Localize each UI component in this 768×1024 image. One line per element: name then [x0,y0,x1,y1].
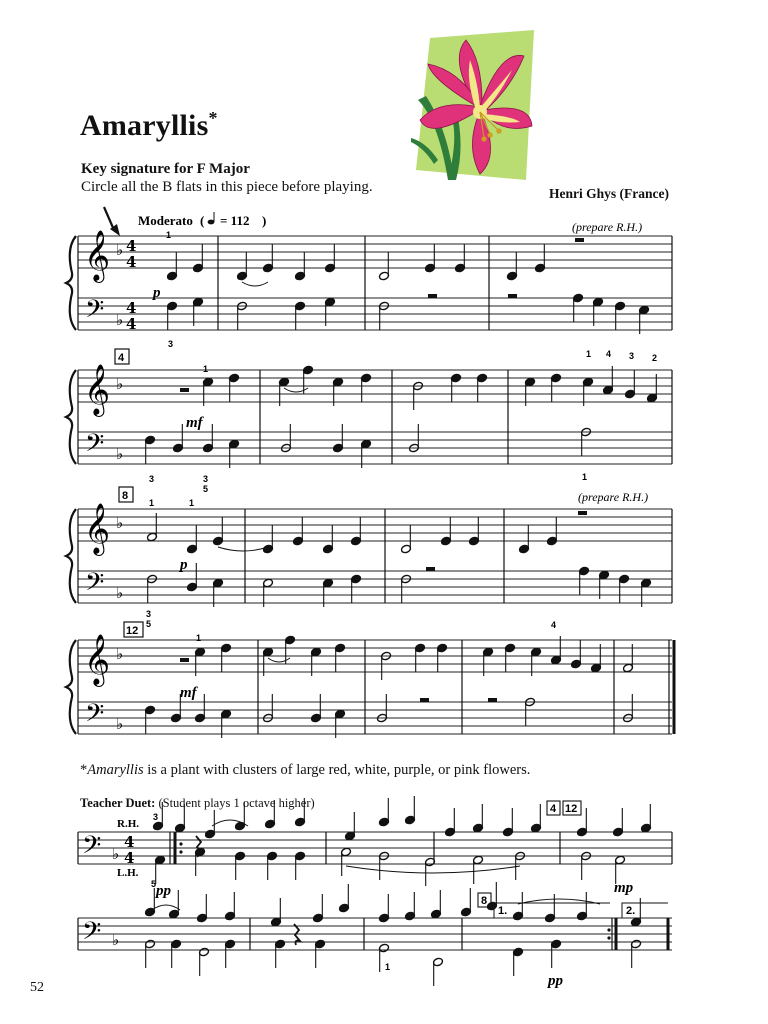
note [167,252,178,281]
second-ending [622,903,668,918]
note [171,939,182,968]
note [573,293,584,322]
slur [284,388,308,392]
rest [180,388,189,392]
composer-credit: Henri Ghys (France) [549,186,669,201]
svg-text:8: 8 [122,490,129,502]
note [571,640,582,669]
svg-text:12: 12 [565,803,578,815]
note [263,525,274,554]
note [275,939,286,968]
bass-staff [78,571,672,603]
grand-staff-brace [66,370,76,464]
dynamic-p: p [153,285,161,301]
grand-staff-system [66,364,672,468]
bass-clef-icon: 𝄢 [85,568,105,603]
slur [346,866,520,873]
svg-text:1: 1 [385,962,391,972]
instruction-text: Circle all the B flats in this piece before playing. [81,179,373,195]
note [213,517,224,546]
note [155,855,166,884]
prepare-rh-annotation: (prepare R.H.) [578,490,649,504]
duet-measure-number-12 [563,801,581,815]
note [229,373,240,402]
treble-staff [78,640,672,672]
note [379,798,390,827]
svg-text:1: 1 [586,349,592,359]
grand-staff-system [66,634,674,738]
svg-text:2: 2 [652,353,658,363]
svg-text:1: 1 [189,498,195,508]
svg-text:5: 5 [146,619,152,629]
note [545,894,556,923]
note [437,643,448,672]
note [325,244,336,273]
note [477,373,488,402]
note [237,252,248,281]
note [451,373,462,402]
svg-text:3: 3 [203,474,209,484]
svg-text:5: 5 [203,484,209,494]
svg-text:3: 3 [149,474,155,484]
grand-staff-system [66,503,672,607]
measure-number-4 [115,349,129,364]
note [225,939,236,968]
svg-text:1: 1 [582,472,588,482]
svg-text:4: 4 [550,803,557,815]
piano-systems [66,230,674,738]
slur [218,547,268,551]
note [145,888,156,917]
note [323,525,334,554]
note [469,517,480,546]
note [345,812,356,841]
note [547,517,558,546]
note [551,939,562,968]
right-hand-label: R.H. [117,818,139,830]
page-number: 52 [30,980,44,995]
note [203,424,214,453]
flat-key-signature-icon: ♭ [116,514,124,532]
rest [508,294,517,298]
note [473,855,484,884]
note [505,643,516,672]
note [441,517,452,546]
svg-text:4: 4 [551,620,557,630]
bass-staff [78,298,672,330]
flat-key-signature-icon: ♭ [116,584,124,602]
note [619,574,630,603]
slur [268,658,290,662]
note [315,939,326,968]
svg-text:8: 8 [481,895,488,907]
note [401,525,412,554]
svg-text:4: 4 [118,352,125,364]
svg-text:4: 4 [606,349,612,359]
left-hand-label: L.H. [117,867,139,879]
svg-text:1: 1 [166,230,172,240]
note [267,851,278,880]
flat-key-signature-icon: ♭ [116,645,124,663]
note [445,808,456,837]
note [535,244,546,273]
note [197,894,208,923]
note [225,892,236,921]
svg-text:1: 1 [196,633,202,643]
grand-staff-brace [66,236,76,330]
note [379,252,390,281]
note [473,804,484,833]
bass-clef-icon: 𝄢 [82,831,102,866]
flat-key-signature-icon: ♭ [116,445,124,463]
note [351,574,362,603]
note [293,517,304,546]
note [339,884,350,913]
treble-clef-icon: 𝄞 [84,634,111,685]
bass-clef-icon: 𝄢 [85,699,105,734]
note [579,566,590,595]
svg-text:(: ( [200,213,205,228]
rest [180,658,189,662]
note [193,244,204,273]
note [341,847,352,876]
note [513,947,524,976]
treble-staff [78,370,672,402]
note [167,301,178,330]
key-signature-heading: Key signature for F Major [81,161,250,177]
treble-clef-icon: 𝄞 [84,503,111,554]
measure-number-12 [124,622,143,637]
note [295,301,306,330]
grand-staff-brace [66,509,76,603]
note [271,898,282,927]
note [379,894,390,923]
rest [420,698,429,702]
note [433,957,444,986]
svg-text:3: 3 [153,812,159,822]
note [431,890,442,919]
slur [242,282,268,286]
note [235,851,246,880]
svg-text:Moderato: Moderato [138,213,193,228]
rest [575,238,584,242]
bass-clef-icon: 𝄢 [82,917,102,952]
bass-clef-icon: 𝄢 [85,429,105,464]
dynamic-pp: pp [548,973,563,989]
rest [428,294,437,298]
svg-text:3: 3 [146,609,152,619]
note [351,517,362,546]
grand-staff-brace [66,640,76,734]
note [615,301,626,330]
note [531,804,542,833]
piece-title: Amaryllis* [80,108,218,142]
note [613,808,624,837]
duet-staff [78,918,672,950]
note [285,635,296,664]
svg-text:1.: 1. [498,905,508,917]
flat-key-signature-icon: ♭ [116,241,124,259]
prepare-rh-annotation: (prepare R.H.) [572,220,643,234]
note [145,705,156,734]
time-signature-top: 4 [126,299,137,317]
note [187,563,198,592]
note [461,888,472,917]
flat-key-signature-icon: ♭ [116,715,124,733]
note [335,643,346,672]
note [145,435,156,464]
svg-text:3: 3 [168,339,174,349]
time-signature-bottom: 4 [124,849,135,867]
note [187,525,198,554]
svg-text:3: 3 [629,351,635,361]
note [313,894,324,923]
note [199,947,210,976]
treble-clef-icon: 𝄞 [84,364,111,415]
note [625,370,636,399]
note [221,643,232,672]
note [455,244,466,273]
note [641,804,652,833]
note [295,851,306,880]
teacher-duet-heading: Teacher Duet: (Student plays 1 octave higher) [80,796,315,810]
note [405,892,416,921]
dynamic-pp: pp [156,883,171,899]
dynamic-p: p [180,557,188,573]
dynamic-mf: mf [180,685,197,701]
measure-number-8 [119,487,133,502]
svg-text:1: 1 [203,364,209,374]
note [577,808,588,837]
flat-key-signature-icon: ♭ [112,931,120,949]
note [415,643,426,672]
svg-text:= 112: = 112 [220,213,250,228]
svg-text:2.: 2. [626,905,636,917]
note [263,244,274,273]
bass-staff [78,432,672,464]
treble-clef-icon: 𝄞 [84,230,111,281]
slur [152,905,180,910]
note [503,808,514,837]
rest [578,511,587,515]
rest [488,698,497,702]
note [173,424,184,453]
svg-text:1: 1 [149,498,155,508]
bass-staff [78,702,672,734]
duet-measure-number-4 [547,801,560,815]
flat-key-signature-icon: ♭ [112,845,120,863]
note [405,796,416,825]
time-signature-bottom: 4 [126,315,137,333]
note [631,939,642,968]
svg-text:5: 5 [151,879,157,889]
footnote: *Amaryllis is a plant with clusters of large red, white, purple, or pink flowers. [80,762,531,778]
flat-key-signature-icon: ♭ [116,311,124,329]
note [551,373,562,402]
svg-text:12: 12 [126,625,139,637]
dynamic-mp: mp [614,880,634,896]
time-signature-top: 4 [124,833,135,851]
note [311,694,322,723]
note [333,424,344,453]
svg-text:): ) [262,213,267,228]
rest [426,567,435,571]
grand-staff-system [66,230,672,334]
tempo-marking [138,212,266,228]
bass-clef-icon: 𝄢 [85,295,105,330]
flat-key-signature-icon: ♭ [116,375,124,393]
dynamic-mf: mf [186,415,203,431]
note [577,892,588,921]
time-signature-top: 4 [126,237,137,255]
time-signature-bottom: 4 [126,253,137,271]
note [361,373,372,402]
note [425,244,436,273]
note [295,252,306,281]
note [513,892,524,921]
note [507,252,518,281]
note [519,525,530,554]
note [145,939,156,968]
